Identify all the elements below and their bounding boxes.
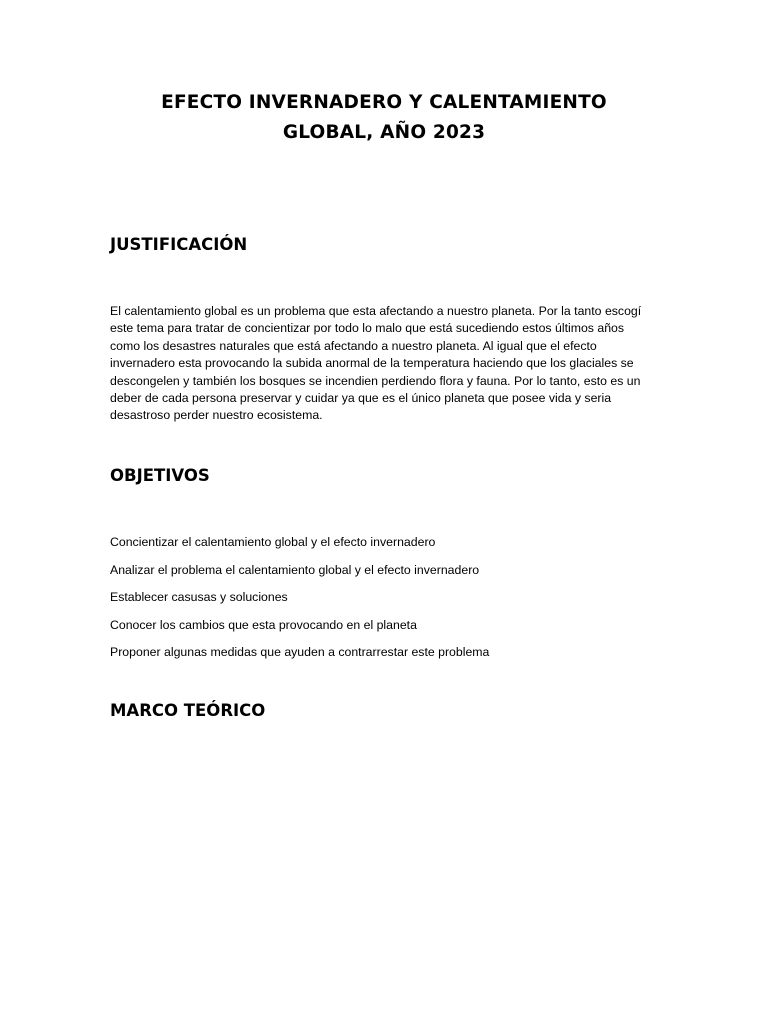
justificacion-paragraph: El calentamiento global es un problema que esta afectando a nuestro planeta. Por la tanto escogí este tema para tratar de concientizar por todo lo malo que está sucediendo estos últimos años como los desastres naturales que está afectando a nuestro planeta. Al igual que el efecto invernadero esta provocando la subida anormal de la temperatura haciendo que los glaciales se descongelen y también los bosques se incendien perdiendo flora y fauna. Por lo tanto, esto es un deber de cada persona preservar y cuidar ya que es el único planeta que posee vida y seria desastroso perder nuestro ecosistema. — [110, 304, 642, 423]
title-line-1: EFECTO INVERNADERO Y CALENTAMIENTO — [161, 92, 607, 113]
objective-item: Conocer los cambios que esta provocando en el planeta — [110, 617, 417, 632]
objective-item: Establecer casusas y soluciones — [110, 590, 288, 604]
objectives-list — [110, 534, 489, 672]
heading-marco-teorico: MARCO TEÓRICO — [110, 701, 266, 720]
title-line-2: GLOBAL, AÑO 2023 — [282, 122, 486, 143]
objective-item: Concientizar el calentamiento global y el efecto invernadero — [110, 535, 436, 549]
objective-item: Analizar el problema el calentamiento global y el efecto invernadero — [110, 562, 480, 577]
document-title — [110, 88, 658, 148]
heading-justificacion: JUSTIFICACIÓN — [110, 235, 248, 254]
heading-objetivos: OBJETIVOS — [110, 466, 210, 485]
objective-item: Proponer algunas medidas que ayuden a contrarrestar este problema — [110, 645, 490, 659]
